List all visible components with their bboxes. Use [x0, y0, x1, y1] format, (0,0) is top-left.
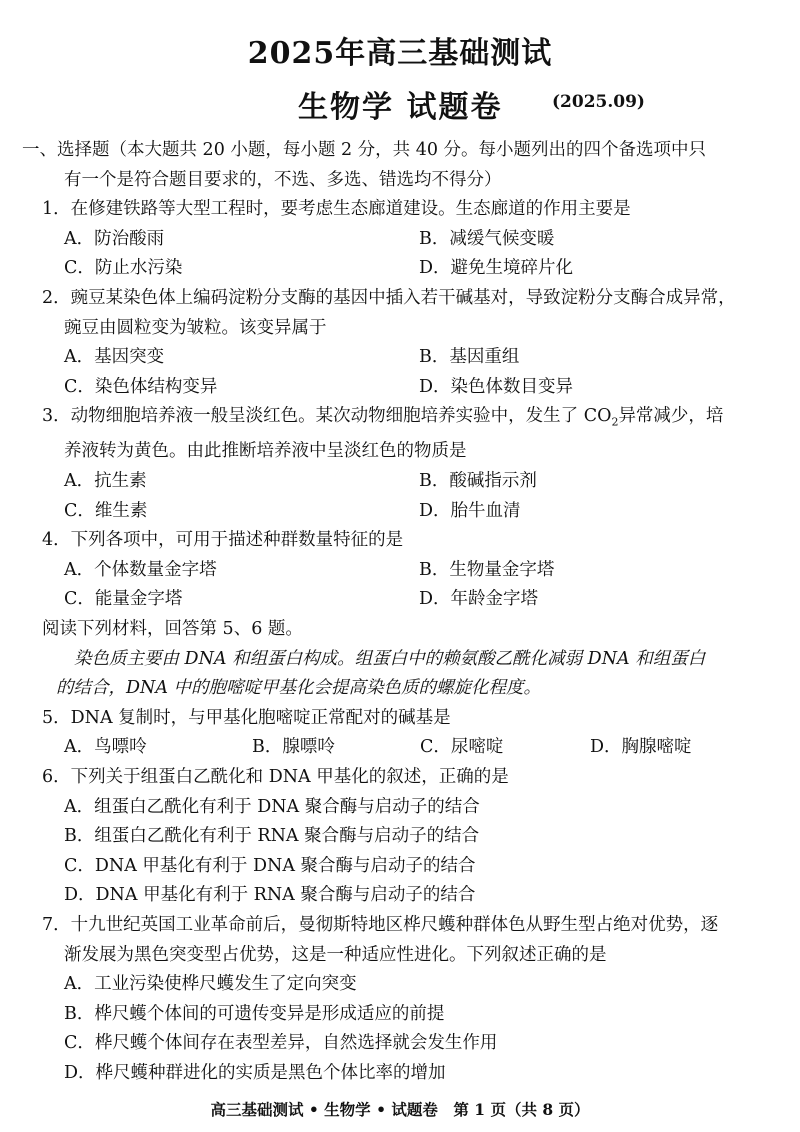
- question-6-option-d: D．DNA 甲基化有利于 RNA 聚合酶与启动子的结合: [64, 885, 476, 906]
- question-3-stem-line2: 养液转为黄色。由此推断培养液中呈淡红色的物质是: [64, 441, 467, 462]
- question-3-option-d: D．胎牛血清: [419, 500, 521, 521]
- question-3-option-b: B．酸碱指示剂: [419, 471, 537, 492]
- page-footer: 高三基础测试 • 生物学 • 试题卷 第 1 页（共 8 页）: [210, 1100, 590, 1119]
- question-4-stem: 4．下列各项中，可用于描述种群数量特征的是: [42, 530, 404, 551]
- question-2-options-row2: [22, 373, 782, 403]
- question-4-option-c: C．能量金字塔: [64, 589, 183, 610]
- question-7-stem-line2: 渐发展为黑色突变型占优势，这是一种适应性进化。下列叙述正确的是: [64, 944, 607, 965]
- question-5-options: [22, 733, 782, 763]
- question-3-options-row2: [22, 497, 782, 527]
- question-5-option-a: A．鸟嘌呤: [64, 737, 147, 758]
- question-5-option-b: B．腺嘌呤: [252, 737, 335, 758]
- page-title: 2025年高三基础测试: [247, 36, 553, 71]
- question-6-option-b: B．组蛋白乙酰化有利于 RNA 聚合酶与启动子的结合: [64, 826, 480, 847]
- question-7-option-b: B．桦尺蠖个体间的可遗传变异是形成适应的前提: [64, 1003, 445, 1024]
- question-7-option-a: A．工业污染使桦尺蠖发生了定向突变: [64, 974, 357, 995]
- exam-date: (2025.09): [552, 92, 645, 112]
- question-1-option-b: B．减缓气候变暖: [419, 228, 555, 249]
- question-5-option-d: D．胸腺嘧啶: [590, 737, 692, 758]
- question-3-option-c: C．维生素: [64, 500, 148, 521]
- question-1-option-c: C．防止水污染: [64, 258, 183, 279]
- exam-content: [22, 136, 782, 1089]
- exam-subtitle: 生物学 试题卷: [298, 90, 503, 125]
- question-6-option-c: C．DNA 甲基化有利于 DNA 聚合酶与启动子的结合: [64, 855, 476, 876]
- question-2-option-c: C．染色体结构变异: [64, 376, 218, 397]
- question-3-stem-line1: [22, 402, 782, 437]
- question-3-options-row1: [22, 467, 782, 497]
- question-2-option-d: D．染色体数目变异: [419, 376, 574, 397]
- question-5-option-c: C．尿嘧啶: [420, 737, 504, 758]
- question-4-option-d: D．年龄金字塔: [419, 589, 539, 610]
- reading-material-line1: 染色质主要由 DNA 和组蛋白构成。组蛋白中的赖氨酸乙酰化减弱 DNA 和组蛋白: [74, 648, 706, 669]
- question-4-options-row1: [22, 556, 782, 586]
- question-2-options-row1: [22, 343, 782, 373]
- question-2-stem-line1: 2．豌豆某染色体上编码淀粉分支酶的基因中插入若干碱基对，导致淀粉分支酶合成异常，: [42, 287, 736, 308]
- reading-intro: 阅读下列材料，回答第 5、6 题。: [42, 619, 303, 639]
- question-4-option-a: A．个体数量金字塔: [64, 559, 217, 580]
- question-1-options-row2: [22, 254, 782, 284]
- question-1-option-a: A．防治酸雨: [64, 228, 165, 249]
- question-3-stem-part1: 3．动物细胞培养液一般呈淡红色。某次动物细胞培养实验中，发生了 CO: [42, 406, 612, 427]
- reading-material-line2: 的结合，DNA 中的胞嘧啶甲基化会提高染色质的螺旋化程度。: [56, 678, 542, 699]
- question-1-options-row1: [22, 225, 782, 255]
- question-3-option-a: A．抗生素: [64, 471, 147, 492]
- question-2-option-b: B．基因重组: [419, 347, 520, 368]
- question-1-option-d: D．避免生境碎片化: [419, 258, 574, 279]
- subtitle-row: [0, 82, 800, 125]
- question-6-stem: 6．下列关于组蛋白乙酰化和 DNA 甲基化的叙述，正确的是: [42, 766, 509, 787]
- question-3-stem-part2: 异常减少，培: [618, 406, 724, 427]
- question-7-option-d: D．桦尺蠖种群进化的实质是黑色个体比率的增加: [64, 1062, 446, 1083]
- section-instructions-line1: 一、选择题（本大题共 20 小题，每小题 2 分，共 40 分。每小题列出的四个备选项中只: [22, 140, 707, 160]
- section-instructions-line2: 有一个是符合题目要求的，不选、多选、错选均不得分）: [64, 169, 502, 190]
- question-4-options-row2: [22, 585, 782, 615]
- question-7-stem-line1: 7．十九世纪英国工业革命前后，曼彻斯特地区桦尺蠖种群体色从野生型占绝对优势，逐: [42, 914, 719, 935]
- question-2-stem-line2: 豌豆由圆粒变为皱粒。该变异属于: [64, 317, 327, 338]
- question-6-option-a: A．组蛋白乙酰化有利于 DNA 聚合酶与启动子的结合: [64, 796, 480, 817]
- question-2-option-a: A．基因突变: [64, 347, 165, 368]
- question-4-option-b: B．生物量金字塔: [419, 559, 555, 580]
- question-1-stem: 1．在修建铁路等大型工程时，要考虑生态廊道建设。生态廊道的作用主要是: [42, 199, 631, 220]
- question-7-option-c: C．桦尺蠖个体间存在表型差异，自然选择就会发生作用: [64, 1033, 498, 1054]
- question-5-stem: 5．DNA 复制时，与甲基化胞嘧啶正常配对的碱基是: [42, 707, 451, 728]
- co2-subscript: 2: [611, 415, 619, 429]
